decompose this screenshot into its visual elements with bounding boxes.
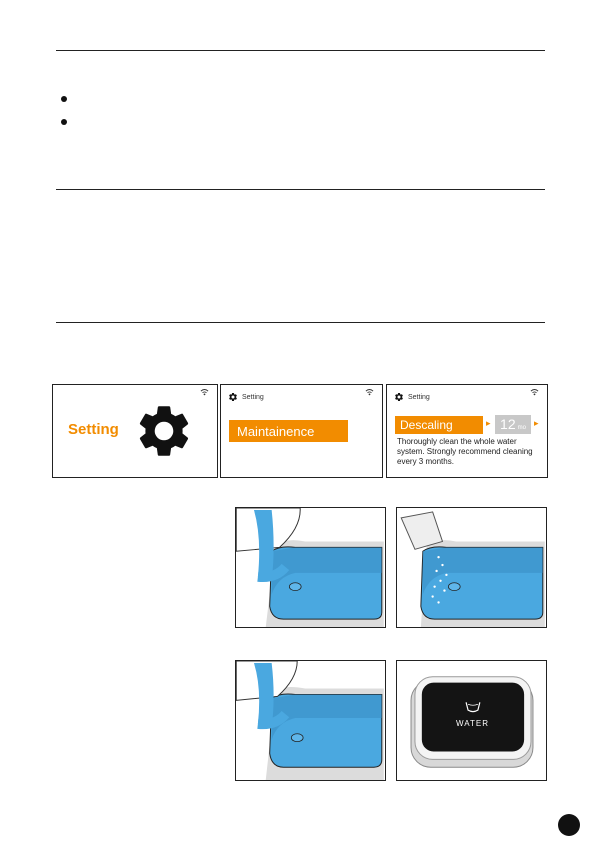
photo-add-descaler [396,507,547,628]
section-divider-2 [56,189,545,190]
chevron-right-icon: ▸ [486,418,491,428]
screen-setting [52,384,218,478]
wifi-icon [365,388,374,396]
screen-maintenance [220,384,383,478]
interval-unit: mo [517,425,526,431]
add-descaler-illustration [397,508,546,627]
pour-water-again-illustration [236,661,385,780]
photo-water-lid [396,660,547,781]
descaling-label: Descaling [400,418,453,432]
descaling-description: Thoroughly clean the whole water system. Strongly recommend cleaning every 3 months. [397,437,533,466]
screen-header [228,392,264,402]
maintenance-menu-item[interactable] [229,420,348,442]
gear-icon [228,392,238,402]
photo-pour-water [235,507,386,628]
setting-label: Setting [68,421,119,438]
section-divider-3 [56,322,545,323]
bullet-point-2 [61,119,67,125]
interval-value: 12 [500,416,516,432]
section-divider-1 [56,50,545,51]
water-lid-label: WATER [456,719,489,728]
page-number-badge [558,814,580,836]
wifi-icon [530,388,539,396]
maintenance-label: Maintainence [237,423,315,439]
screen-descaling [386,384,548,478]
pour-water-illustration [236,508,385,627]
screen-header-label: Setting [242,393,264,401]
screen-header-label: Setting [408,393,430,401]
bullet-point-1 [61,96,67,102]
photo-pour-water-again [235,660,386,781]
descaling-menu-item[interactable] [395,416,483,434]
gear-icon [133,400,195,462]
wifi-icon [200,388,209,396]
chevron-right-icon[interactable]: ▸ [534,418,539,428]
interval-value-box[interactable] [495,415,531,434]
screen-header [394,392,430,402]
gear-icon [394,392,404,402]
